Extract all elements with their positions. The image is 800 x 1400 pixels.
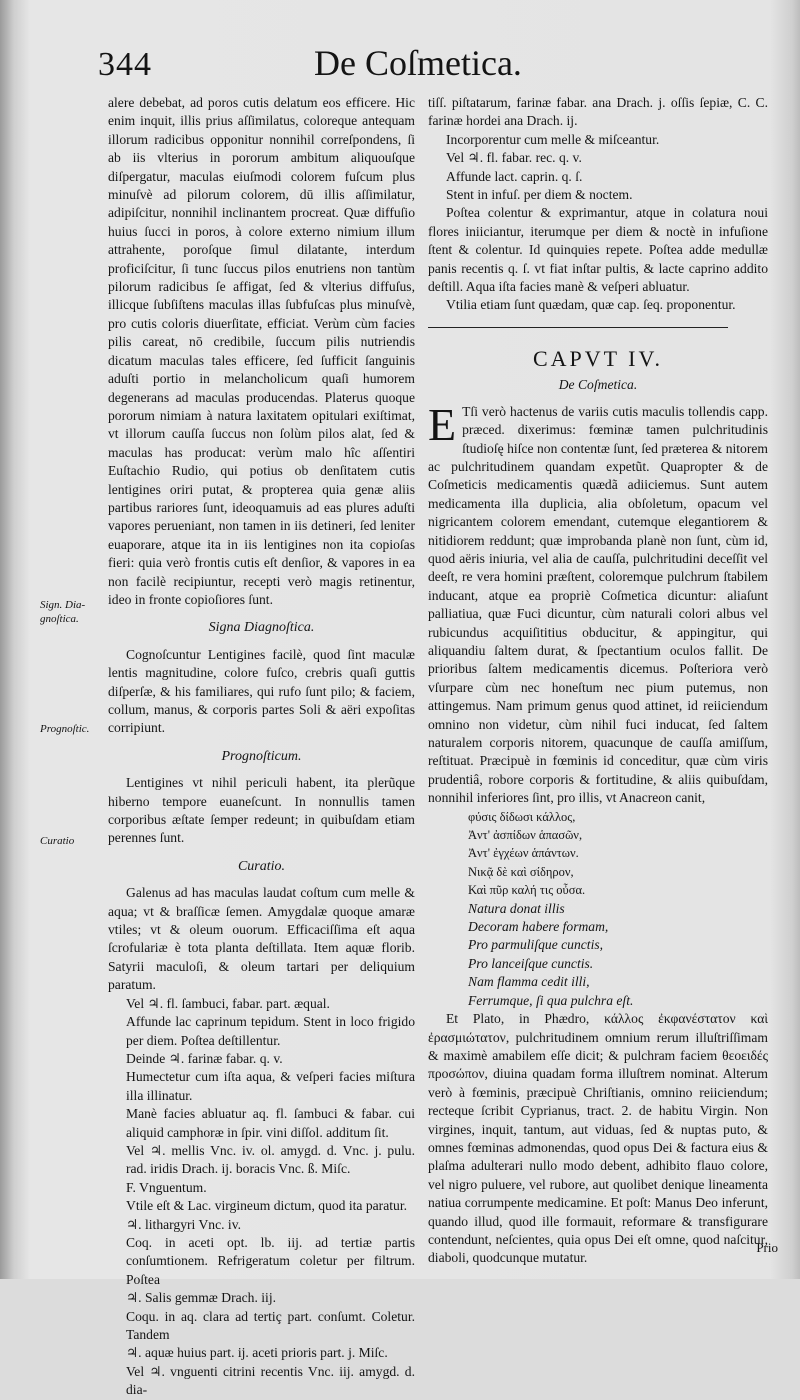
greek-verse-line: Καὶ πῦρ καλή τις οὖσα. [468,883,586,898]
recipe-line: Vtile eſt & Lac. virgineum dictum, quod ita paratur. [126,1198,407,1214]
latin-verse-line: Pro lanceiſque cunctis. [468,955,594,971]
chapter-heading: CAPVT IV. [532,345,664,371]
recipe-line: Stent in infuſ. per diem & noctem. [446,187,633,203]
section-heading-prognosticum: Prognoſticum. [221,748,302,764]
greek-verse-line: Ἀντ' ἀσπίδων ἁπασῶν, [468,828,583,843]
chapter-subheading: De Coſmetica. [558,377,638,393]
recipe-line: ♃. Salis gemmæ Drach. iij. [126,1290,276,1306]
recipe-line: F. Vnguentum. [126,1179,207,1195]
recipe-line: Manè facies abluatur aq. fl. ſambuci & fabar. cui aliquid camphoræ in ſpir. vini diſſol. additum ſit. [126,1106,415,1140]
paragraph: Galenus ad has maculas laudat coſtum cum melle & aqua; vt & braſſicæ ſemen. Amygdalæ quoque amaræ vtiles; vt & oleum ouorum. Efficaciſſima eſt aqua ſcrofulariæ è tota planta deſtillata. Item aquæ florib. Satyrii maculoſi, & oleum tartari per deliquium paratum. [108,885,415,993]
margin-note-prognostic: Prognoſtic. [40,723,90,735]
recipe-line: Humectetur cum iſta aqua, & veſperi facies miſtura illa illinatur. [126,1069,415,1103]
paragraph: Poſtea colentur & exprimantur, atque in colatura noui flores iniiciantur, iterumque per diem & noctè in infuſione ſtent & colentur. Id quinquies repete. Poſtea adde medullæ panis recentis q. ſ. vt fiat inſtar pultis, & lacte caprino addito deſtill. Aqua iſta facies manè & veſperi abluatur. [428,205,768,295]
recipe-line: Vel ♃. fl. fabar. rec. q. v. [446,150,582,166]
recipe-line: Vel ♃. mellis Vnc. iv. ol. amygd. d. Vnc. j. pulu. rad. iridis Drach. ij. boracis Vnc. ß. Miſc. [126,1142,415,1177]
greek-verse-line: Ἀντ' ἐγχέων ἁπάντων. [468,846,579,861]
paragraph: Tſi verò hactenus de variis cutis maculis tollendis capp. præced. dixerimus: fœminæ tamen pulchritudinis ſtudioſę hiſce non contentæ ſunt, ſed præterea & nitorem ac pulchritudinem quandam expetũt. Quapropter & de Coſmeticis medicamentis quædã adiiciemus. Sunt autem medicamenta illa duplicia, alia obſoletum, opacum vel nigricantem colorem emendant, cutemque elegantiorem & nitidiorem reddunt; quæ improbanda planè non ſunt, cùm id, quod aëris iniuria, vel alia de cauſſa, pulchritudini deceſſit vel deeſt, re vera homini præſtent, coloremque pulchrum ſtabilem inducant, atque ea propriè Coſmetica dicuntur: aliaſunt palliatiua, quæ Fuci dicuntur, cùm naturali colori albus vel rubicundus acquiſititius obducitur, & appingitur, qui aliquandiu ſaltem durat, & ſpectantium oculos fallit. De prioribus ſaltem medicamentis dicemus. Poſteriora verò vſurpare cùm nec honeſtum nec pium putemus, non attingemus. Nam primum genus quod attinet, id reiiciendum omnino non videtur, cùm nihil fuci inducat, ſed ſaltem naturalem corporis nitorem, quacunque de cauſſa amiſſum, reſtituat. Præcipuè in fœminis id conceditur, quæ cùm viris prudentiâ, robore corporis & fortitudine, & aliis quibuſdam, nonnihil inferiores ſint, pro illis, vt Anacreon canit, [428,403,768,806]
latin-verse-line: Nam flamma cedit illi, [468,974,590,990]
running-title: De Coſmetica. [314,43,522,83]
margin-note-diagnostica: Sign. Dia-gnoſtica. [40,599,86,625]
recipe-line: Deinde ♃. farinæ fabar. q. v. [126,1050,283,1066]
recipe-line: Affunde lact. caprin. q. ſ. [446,168,583,184]
recipe-line: Coq. in aceti opt. lb. iij. ad tertiæ partis conſumtionem. Refrigeratum coletur per filtrum. Poſtea [126,1234,415,1287]
paragraph: Et Plato, in Phædro, κάλλος ἐκφανέστατον καὶ ἐρασμιώτατον, pulchritudinem omnium rerum illuſtriſſimam & maximè amabilem eſſe dicit; & pulchram faciem θεοειδές προσώπον, diuina quadam forma illuſtrem nominat. Alterum verò à fœminis, præcipuè Chriſtianis, omnino reiiciendum; recteque ſcribit Cyprianus, tract. 2. de habitu Virgin. Non virgines, inquit, tantum, aut viduas, ſed & nuptas puto, & omnes fœminas admonendas, quod opus Dei & factura eius & plaſma adulterari nullo modo debent, adhibito flauo colore, vel nigro puluere, vel rubore, aut quolibet denique lineamenta natiua corrumpente medicamine. Et poſt: Manus Deo inferunt, quando illud, quod ille formauit, reformare & transfigurare contendunt, neſcientes, quia opus Dei eſt omne, quod naſcitur, diaboli, quodcunque mutatur. [428,1011,768,1266]
margin-note-curatio: Curatio [40,835,75,847]
left-column [108,94,415,1400]
paragraph: Cognoſcuntur Lentigines facilè, quod ſint maculæ lentis magnitudine, colore fuſco, crebris quaſi guttis diſperſæ, & his familiares, qui rufo ſunt pilo; & faciem, collum, manus, & corporis partes Soli & aëri expoſitas corripiunt. [108,646,415,736]
section-divider [428,327,728,328]
greek-verse-line: φύσις δίδωσι κάλλος, [468,809,576,824]
recipe-line: ♃. aquæ huius part. ij. aceti prioris part. j. Miſc. [126,1345,388,1361]
latin-verse-line: Ferrumque, ſi qua pulchra eſt. [468,992,634,1008]
recipe-line: Affunde lac caprinum tepidum. Stent in loco frigido per diem. Poſtea deſtillentur. [126,1014,415,1048]
paragraph: Vtilia etiam ſunt quædam, quæ cap. ſeq. proponentur. [446,297,736,313]
greek-verse-line: Νικᾷ δὲ καὶ σίδηρον, [468,864,574,879]
recipe-line: Vel ♃. fl. ſambuci, fabar. part. æqual. [126,995,330,1011]
paragraph: alere debebat, ad poros cutis delatum eos efficere. Hic enim inquit, illis prius aſſimilatus, coloreque antequam illorum radicibus opponitur nonnihil correſpondens, ſi ab iis vlterius in pororum ambitum aliquouſque diſpergatur, maculas eiuſmodi colorem fuſcum plus minuſvè ad pilorum colorem, dū illis aſſimilatur, adipiſcitur, nonnihil inclinantem procreat. Quæ diffuſio huius ſucci in poros, à colore externo nimium illum attrahente, poroſque ſimul dilatante, interdum proficiſcitur, ſi tunc ſuccus pilos enutriens non tantùm pilorum radicibus ſe affigat, ſed & vlterius diffuſus, illicque ſubſiſtens maculas illas ſubfuſcas plus minuſvè, pro cutis coloris diuerſitate, efficiat. Verùm cùm facies pilis careat, nō credibile, ſuccum pilis nutriendis dicatum maculas tales efficere, ſed ſufficit ſanguinis aduſti portio in melancholicum quaſi humorem degenerans ad maculas producendas. Platerus quoque pororum nimiam à natura laxitatem opitulari exiſtimat, vt illorum cauſſa ſuccus non ſolùm pilos alat, ſed & maculas has producat: verùm malo hîc aſſentiri Euſtachio Rudio, qui potius ob denſitatem cutis lentigines oriri putat, & propterea quia genæ aliis partibus rariores ſunt, ideoquamuis ad eas plures aduſti vapores perueniant, non tamen in iis detineri, ſed leniter euaporare, atque ita in iis lentigines non ita copioſas fieri: quia verò frontis cutis eſt denſior, & vapores in ea non facilè recipiuntur, recepti verò magis retinentur, ideo in fronte copioſiores ſunt. [108,95,415,607]
recipe-line: Coqu. in aq. clara ad tertiç part. conſumt. Coletur. Tandem [126,1308,415,1342]
recipe-line: Vel ♃. vnguenti citrini recentis Vnc. iij. amygd. d. dia- [126,1363,415,1398]
catchword: Prio [756,1240,778,1255]
section-heading-diagnostica: Signa Diagnoſtica. [208,620,315,636]
recipe-line: Incorporentur cum melle & miſceantur. [446,131,660,147]
right-column [428,94,768,1268]
page-header [98,42,558,88]
recipe-line: ♃. lithargyri Vnc. iv. [126,1216,242,1232]
paragraph: Lentigines vt nihil periculi habent, ita plerũque hiberno tempore euaneſcunt. In nonnullis tamen corporibus æſtate ſemper redeunt; in quibuſdam etiam perennes ſunt. [108,775,415,846]
latin-verse-line: Pro parmuliſque cunctis, [468,937,604,953]
latin-verse-line: Natura donat illis [468,900,565,916]
latin-verse-line: Decoram habere formam, [468,919,609,935]
section-heading-curatio: Curatio. [237,858,286,874]
recipe-line: tiſſ. piſtatarum, farinæ fabar. ana Drach. j. oſſis ſepiæ, C. C. farinæ hordei ana Drach. ij. [428,95,768,129]
page-number: 344 [98,46,152,83]
drop-cap-initial: E [428,398,457,450]
